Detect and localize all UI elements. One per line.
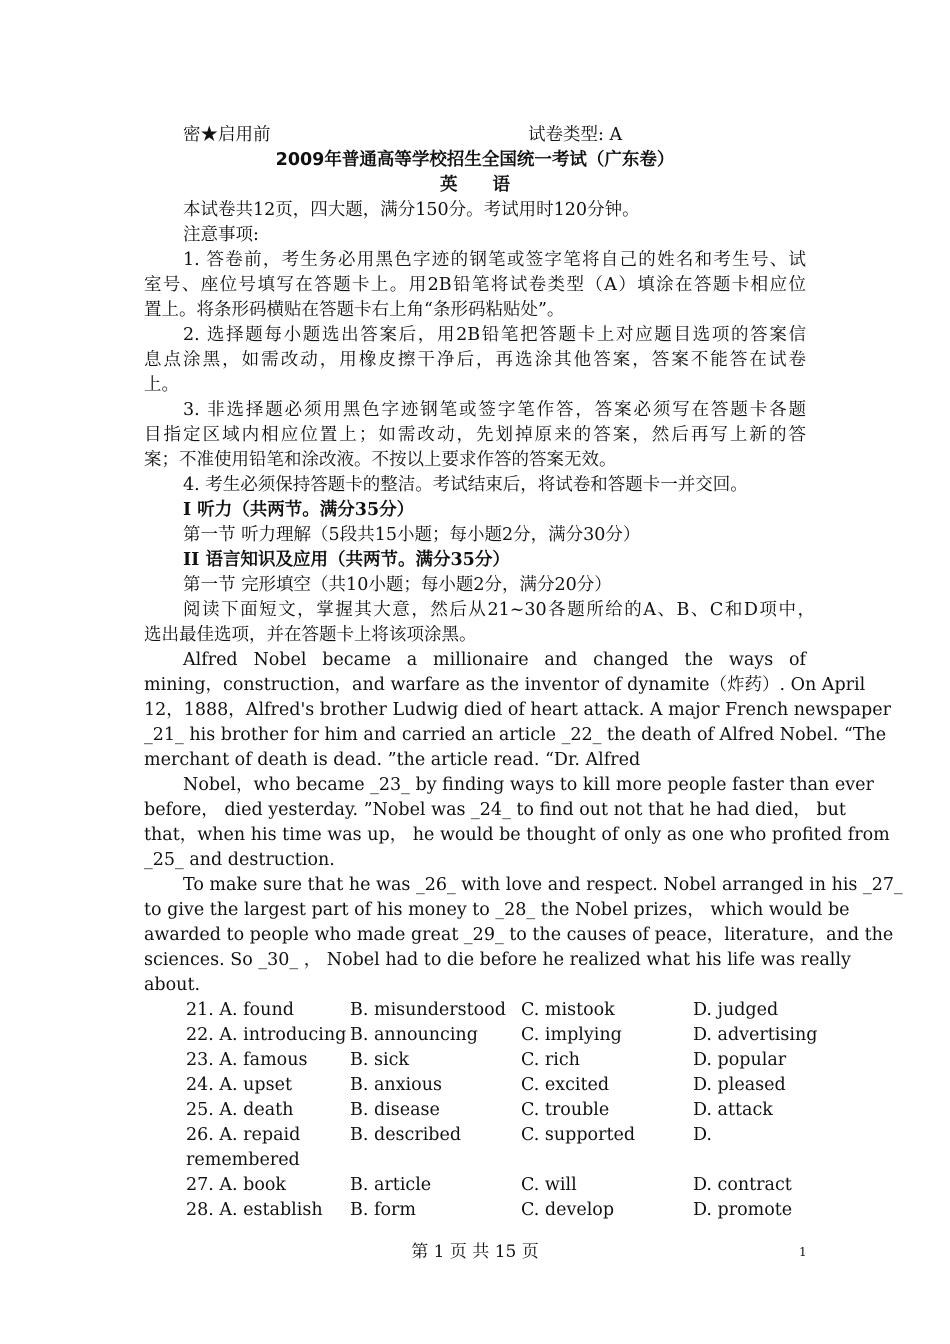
option-b: B. announcing bbox=[350, 1025, 478, 1045]
note-line: 1. 答卷前，考生务必用黑色字迹的钢笔或签字笔将自己的姓名和考生号、试 bbox=[183, 250, 806, 270]
passage-line: Nobel，who became _23_ by finding ways to kill more people faster than ever bbox=[183, 775, 874, 795]
option-b: B. described bbox=[350, 1125, 462, 1145]
paper-type: 试卷类型: A bbox=[528, 125, 623, 145]
passage-line: Alfred Nobel became a millionaire and changed the ways of bbox=[183, 650, 806, 670]
passage-line: before， died yesterday. ”Nobel was _24_ to find out not that he had died， but bbox=[144, 800, 846, 820]
passage-line: merchant of death is dead. ”the article read. “Dr. Alfred bbox=[144, 750, 641, 770]
intro-text: 本试卷共12页，四大题，满分150分。考试用时120分钟。 bbox=[183, 200, 640, 220]
option-d: D. popular bbox=[693, 1050, 787, 1070]
passage-line: To make sure that he was _26_ with love and respect. Nobel arranged in his _27_ bbox=[183, 875, 903, 895]
option-c: C. implying bbox=[521, 1025, 622, 1045]
option-c: C. trouble bbox=[521, 1100, 610, 1120]
passage-line: that，when his time was up， he would be thought of only as one who profited from bbox=[144, 825, 890, 845]
exam-title: 2009年普通高等学校招生全国统一考试（广东卷） bbox=[275, 150, 675, 170]
option-a: 24. A. upset bbox=[186, 1075, 292, 1095]
option-b: B. sick bbox=[350, 1050, 409, 1070]
option-d: D. bbox=[693, 1125, 712, 1145]
option-a: 26. A. repaid bbox=[186, 1125, 301, 1145]
passage-line: to give the largest part of his money to _28_ the Nobel prizes， which would be bbox=[144, 900, 850, 920]
page-number: 1 bbox=[799, 1245, 807, 1259]
notice-title: 注意事项: bbox=[183, 225, 259, 245]
option-b: B. form bbox=[350, 1200, 416, 1220]
option-b: B. misunderstood bbox=[350, 1000, 506, 1020]
note-line: 2. 选择题每小题选出答案后，用2B铅笔把答题卡上对应题目选项的答案信 bbox=[183, 325, 806, 345]
option-c: C. supported bbox=[521, 1125, 636, 1145]
option-a: 23. A. famous bbox=[186, 1050, 308, 1070]
section-heading: II 语言知识及应用（共两节。满分35分） bbox=[183, 550, 510, 570]
subsection-heading: 第一节 听力理解（5段共15小题；每小题2分，满分30分） bbox=[183, 525, 641, 545]
option-d: D. contract bbox=[693, 1175, 792, 1195]
passage-line: about. bbox=[144, 975, 201, 995]
option-c: C. develop bbox=[521, 1200, 615, 1220]
instruction-line: 选出最佳选项，并在答题卡上将该项涂黑。 bbox=[144, 625, 477, 645]
option-a: 22. A. introducing bbox=[186, 1025, 347, 1045]
passage-line: _25_ and destruction. bbox=[144, 850, 335, 870]
option-d: D. promote bbox=[693, 1200, 793, 1220]
option-c: C. excited bbox=[521, 1075, 610, 1095]
passage-line: mining，construction，and warfare as the inventor of dynamite（炸药）. On April bbox=[144, 675, 866, 695]
option-d: D. judged bbox=[693, 1000, 779, 1020]
secret-label: 密★启用前 bbox=[183, 125, 271, 145]
note-line: 目指定区域内相应位置上；如需改动，先划掉原来的答案，然后再写上新的答 bbox=[144, 425, 806, 445]
option-a: 28. A. establish bbox=[186, 1200, 323, 1220]
option-d: D. advertising bbox=[693, 1025, 818, 1045]
note-line: 息点涂黑，如需改动，用橡皮擦干净后，再选涂其他答案，答案不能答在试卷 bbox=[144, 350, 806, 370]
option-b: B. anxious bbox=[350, 1075, 442, 1095]
option-a: 25. A. death bbox=[186, 1100, 294, 1120]
note-line: 置上。将条形码横贴在答题卡右上角“条形码粘贴处”。 bbox=[144, 300, 565, 320]
option-b: B. article bbox=[350, 1175, 432, 1195]
subject-title: 英 语 bbox=[440, 175, 510, 195]
option-c: C. rich bbox=[521, 1050, 580, 1070]
passage-line: sciences. So _30_ ， Nobel had to die before he realized what his life was really bbox=[144, 950, 851, 970]
option-c: C. mistook bbox=[521, 1000, 615, 1020]
note-line: 案；不准使用铅笔和涂改液。不按以上要求作答的答案无效。 bbox=[144, 450, 617, 470]
option-d: D. pleased bbox=[693, 1075, 786, 1095]
option-a: 27. A. book bbox=[186, 1175, 287, 1195]
option-d: D. attack bbox=[693, 1100, 773, 1120]
section-heading: I 听力（共两节。满分35分） bbox=[183, 500, 415, 520]
note-line: 上。 bbox=[144, 375, 179, 395]
page-footer: 第 1 页 共 15 页 bbox=[411, 1242, 539, 1262]
note-line: 3. 非选择题必须用黑色字迹钢笔或签字笔作答，答案必须写在答题卡各题 bbox=[183, 400, 806, 420]
passage-line: awarded to people who made great _29_ to the causes of peace，literature，and the bbox=[144, 925, 894, 945]
subsection-heading: 第一节 完形填空（共10小题；每小题2分，满分20分） bbox=[183, 575, 612, 595]
option-c: C. will bbox=[521, 1175, 577, 1195]
option-b: B. disease bbox=[350, 1100, 440, 1120]
option-d-wrap: remembered bbox=[186, 1150, 300, 1170]
note-line: 室号、座位号填写在答题卡上。用2B铅笔将试卷类型（A）填涂在答题卡相应位 bbox=[144, 275, 806, 295]
passage-line: 12，1888，Alfred's brother Ludwig died of heart attack. A major French newspaper bbox=[144, 700, 891, 720]
note-line: 4. 考生必须保持答题卡的整洁。考试结束后，将试卷和答题卡一并交回。 bbox=[183, 475, 748, 495]
instruction-line: 阅读下面短文，掌握其大意，然后从21~30各题所给的A、B、C和D项中， bbox=[183, 600, 815, 620]
passage-line: _21_ his brother for him and carried an article _22_ the death of Alfred Nobel. “The bbox=[144, 725, 887, 745]
option-a: 21. A. found bbox=[186, 1000, 294, 1020]
